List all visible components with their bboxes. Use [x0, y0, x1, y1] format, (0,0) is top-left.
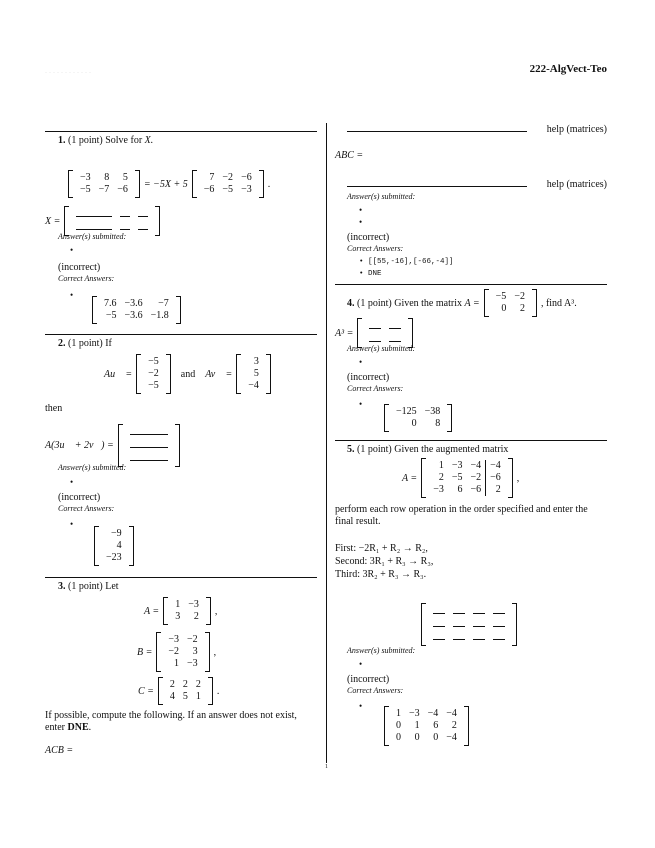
p2-incorrect: (incorrect) — [58, 492, 101, 503]
matrix-entry: −5 — [222, 184, 234, 195]
answer-blank[interactable] — [130, 452, 168, 461]
p4-matrix — [484, 289, 537, 317]
matrix-entry: −3 — [80, 172, 91, 183]
answer-blank[interactable] — [433, 618, 445, 627]
answer-blank[interactable] — [473, 618, 485, 627]
matrix-entry: 3 — [175, 611, 181, 622]
answer-blank[interactable] — [433, 605, 445, 614]
matrix-entry: −3.6 — [124, 310, 143, 321]
rule-p4 — [335, 284, 607, 285]
p5-instructions: perform each row operation in the order specified and enter the final result. — [335, 504, 588, 527]
matrix-entry: −7 — [98, 184, 110, 195]
p3-incorrect: (incorrect) — [347, 232, 390, 243]
answer-blank[interactable] — [138, 221, 148, 230]
matrix-c — [158, 677, 213, 705]
p4-correct-answers: Correct Answers: — [347, 384, 404, 393]
p4-heading: 4. (1 point) Given the matrix A = −5 −2 0 2 , find A³. — [347, 289, 577, 317]
answer-blank[interactable] — [493, 631, 505, 640]
matrix-entry: 2 — [519, 303, 525, 314]
p4-incorrect: (incorrect) — [347, 372, 390, 383]
bullet: • — [359, 659, 363, 669]
p3-heading: 3. (1 point) Let — [58, 581, 119, 592]
answer-blank[interactable] — [453, 618, 465, 627]
answer-blank[interactable] — [76, 221, 112, 230]
p5-correct-matrix — [384, 706, 469, 746]
p2-answers-submitted: Answer(s) submitted: — [58, 463, 127, 472]
matrix-entry: −4 — [446, 732, 457, 743]
p4-answers-submitted: Answer(s) submitted: — [347, 344, 416, 353]
matrix-entry: 4 — [169, 691, 175, 702]
p2-correct-answers: Correct Answers: — [58, 504, 115, 513]
matrix-entry: 6 — [433, 720, 439, 731]
matrix-entry: −5 — [148, 356, 159, 367]
p1-answer-row: X = — [45, 206, 160, 236]
p5-correct-answers: Correct Answers: — [347, 686, 404, 695]
matrix-entry: −7 — [158, 298, 169, 309]
matrix-entry: −4 — [248, 380, 259, 391]
matrix-entry: −4 — [446, 708, 457, 719]
matrix-entry: 2 — [193, 611, 199, 622]
p1-incorrect: (incorrect) — [58, 262, 101, 273]
p2-then: then — [45, 403, 63, 414]
matrix-entry: −4 — [486, 460, 505, 472]
matrix-entry: 7.6 — [104, 298, 117, 309]
rule-p2 — [45, 334, 317, 335]
p1-answers-submitted: Answer(s) submitted: — [58, 232, 127, 241]
p5-answer-matrix — [421, 603, 517, 646]
p3-matrix-b: B = −3 −2 −2 3 1 −3 , — [137, 632, 216, 672]
matrix-entry: 3 — [253, 356, 259, 367]
matrix-entry: −2 — [514, 291, 525, 302]
bullet: • — [359, 399, 363, 409]
matrix-entry: 1 — [195, 691, 201, 702]
matrix-entry: 1 — [174, 658, 179, 669]
matrix-entry: −5 — [495, 291, 507, 302]
rule-p3 — [45, 577, 317, 578]
bullet: • — [70, 477, 74, 487]
bullet: • — [359, 205, 363, 215]
p3-matrix-a: A = 1 −3 3 2 , — [144, 597, 217, 625]
matrix-entry: −6 — [117, 184, 128, 195]
matrix-entry: −2 — [222, 172, 234, 183]
matrix-entry: −2 — [168, 646, 179, 657]
p5-augmented-matrix — [421, 458, 513, 498]
p3-correct-1: • [[55,-16],[-66,-4]] — [359, 258, 454, 266]
bullet: • — [359, 217, 363, 227]
matrix-entry: 2 — [182, 679, 188, 690]
matrix-entry: −6 — [470, 484, 482, 495]
acb-answer-input[interactable] — [347, 131, 527, 132]
matrix-entry: 0 — [501, 303, 507, 314]
matrix-entry: −3 — [187, 658, 198, 669]
answer-blank[interactable] — [389, 320, 401, 329]
p3-acb-label: ACB = — [45, 745, 74, 756]
matrix-entry: 2 — [451, 720, 457, 731]
answer-blank[interactable] — [473, 605, 485, 614]
rule-p5 — [335, 440, 607, 441]
p1-equation: −3 8 5 −5 −7 −6 = −5X + 5 7 −2 −6 −6 −5 −3 . — [68, 170, 270, 198]
p3-instructions: If possible, compute the following. If an answer does not exist, enter DNE. — [45, 710, 297, 733]
p1-heading: 1. (1 point) Solve for X. — [58, 135, 154, 146]
matrix-entry: 5 — [182, 691, 188, 702]
matrix-entry: −3 — [168, 634, 179, 645]
matrix-entry: 0 — [433, 732, 439, 743]
matrix-entry: −125 — [396, 406, 417, 417]
p2-given: Au⃗ = −5 −2 −5 and Av⃗ = 3 5 −4 — [104, 354, 271, 394]
matrix-entry: −3 — [241, 184, 252, 195]
answer-blank[interactable] — [453, 631, 465, 640]
matrix-entry: 7 — [209, 172, 215, 183]
bullet: • — [70, 519, 74, 529]
header-faint-text: ............ — [45, 66, 93, 75]
abc-answer-input[interactable] — [347, 186, 527, 187]
answer-blank[interactable] — [130, 439, 168, 448]
p3-correct-2: • DNE — [359, 270, 382, 278]
answer-blank[interactable] — [120, 208, 130, 217]
matrix-entry: 2 — [438, 472, 444, 483]
matrix-entry: −6 — [486, 472, 505, 484]
matrix-entry: −2 — [470, 472, 482, 483]
matrix-entry: 1 — [175, 599, 181, 610]
matrix-entry: −2 — [148, 368, 159, 379]
rule-p1 — [45, 131, 317, 132]
matrix-entry: −6 — [203, 184, 215, 195]
p1-right-matrix — [192, 170, 264, 198]
matrix-entry: 6 — [457, 484, 463, 495]
answer-blank[interactable] — [473, 631, 485, 640]
help-link-2[interactable]: help (matrices) — [546, 179, 607, 190]
answer-blank[interactable] — [120, 221, 130, 230]
p3-answers-submitted: Answer(s) submitted: — [347, 192, 416, 201]
p4-correct-matrix — [384, 404, 452, 432]
p1-left-matrix — [68, 170, 140, 198]
matrix-entry: 3 — [192, 646, 198, 657]
matrix-entry: −3 — [188, 599, 199, 610]
matrix-entry: −5 — [105, 310, 117, 321]
p5-matrix-row: A = 1 −3 −4 −4 2 −5 −2 −6 −3 6 −6 2 , — [402, 458, 519, 498]
matrix-entry: −5 — [80, 184, 91, 195]
matrix-entry: 8 — [104, 172, 110, 183]
answer-blank[interactable] — [453, 605, 465, 614]
matrix-entry: 1 — [438, 460, 444, 471]
bullet: • — [70, 290, 74, 300]
matrix-entry: 8 — [435, 418, 441, 429]
matrix-entry: −23 — [106, 552, 122, 563]
matrix-entry: −1.8 — [150, 310, 169, 321]
matrix-entry: −3 — [451, 460, 463, 471]
matrix-entry: −3 — [433, 484, 444, 495]
p3-matrix-c: C = 2 2 2 4 5 1 . — [138, 677, 219, 705]
matrix-entry: 0 — [396, 732, 401, 743]
p5-incorrect: (incorrect) — [347, 674, 390, 685]
p5-heading: 5. (1 point) Given the augmented matrix — [347, 444, 509, 455]
matrix-entry: 2 — [486, 484, 505, 496]
answer-blank[interactable] — [389, 333, 401, 342]
bullet: • — [70, 245, 74, 255]
matrix-entry: −5 — [451, 472, 463, 483]
answer-blank[interactable] — [493, 605, 505, 614]
matrix-a — [163, 597, 211, 625]
bullet: • — [359, 701, 363, 711]
matrix-entry: 4 — [116, 540, 122, 551]
p3-correct-answers: Correct Answers: — [347, 244, 404, 253]
answer-blank[interactable] — [130, 426, 168, 435]
matrix-entry: −5 — [148, 380, 159, 391]
p2-av-vector — [236, 354, 271, 394]
matrix-entry: −2 — [187, 634, 198, 645]
answer-blank[interactable] — [433, 631, 445, 640]
matrix-entry: 0 — [396, 720, 401, 731]
p2-au-vector — [136, 354, 171, 394]
page-number: 1 — [325, 764, 328, 770]
matrix-entry: −38 — [424, 406, 441, 417]
matrix-entry: −9 — [111, 528, 122, 539]
p2-correct-vector — [94, 526, 134, 566]
p2-heading: 2. (1 point) If — [58, 338, 112, 349]
matrix-entry: 0 — [414, 732, 420, 743]
course-title: 222-AlgVect-Teo — [529, 63, 607, 75]
p3-abc-label: ABC = — [335, 150, 364, 161]
p2-answer-row: A(3u⃗ + 2v⃗) = — [45, 424, 180, 467]
answer-blank[interactable] — [138, 208, 148, 217]
help-link-1[interactable]: help (matrices) — [546, 124, 607, 135]
matrix-entry: 2 — [195, 679, 201, 690]
matrix-entry: 5 — [253, 368, 259, 379]
p5-op-1: First: −2R₁ + R₂ → R₂, — [335, 543, 428, 554]
matrix-entry: 2 — [169, 679, 175, 690]
matrix-entry: −4 — [427, 708, 439, 719]
matrix-entry: 1 — [396, 708, 401, 719]
matrix-entry: −3.6 — [124, 298, 143, 309]
bullet: • — [359, 357, 363, 367]
column-divider — [326, 123, 327, 763]
p2-answer-matrix — [118, 424, 180, 467]
answer-blank[interactable] — [369, 320, 381, 329]
matrix-entry: 0 — [411, 418, 417, 429]
matrix-b — [156, 632, 209, 672]
p1-correct-answers: Correct Answers: — [58, 274, 115, 283]
matrix-entry: −3 — [409, 708, 420, 719]
answer-blank[interactable] — [76, 208, 112, 217]
answer-blank[interactable] — [369, 333, 381, 342]
matrix-entry: −4 — [470, 460, 482, 471]
matrix-entry: 1 — [414, 720, 420, 731]
matrix-entry: 5 — [122, 172, 128, 183]
p4-answer-row: A³ = — [335, 318, 413, 348]
matrix-entry: −6 — [241, 172, 252, 183]
p5-answers-submitted: Answer(s) submitted: — [347, 646, 416, 655]
p5-op-3: Third: 3R₂ + R₃ → R₃. — [335, 569, 427, 580]
p1-correct-matrix — [92, 296, 181, 324]
answer-blank[interactable] — [493, 618, 505, 627]
p5-op-2: Second: 3R₁ + R₃ → R₃, — [335, 556, 434, 567]
